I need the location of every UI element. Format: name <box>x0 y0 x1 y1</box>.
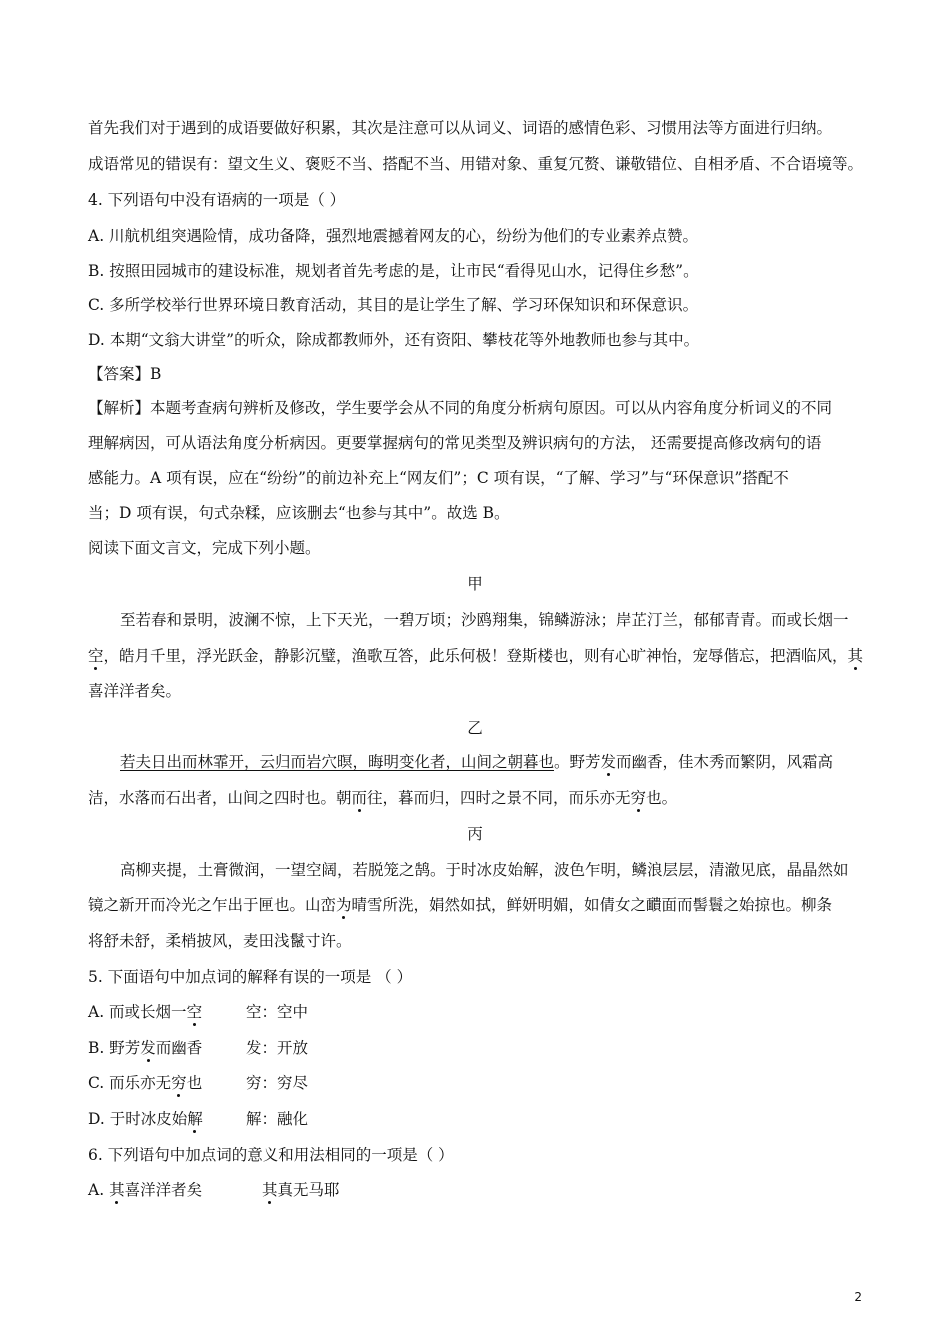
passage-jia-line-1: 至若春和景明，波澜不惊，上下天光，一碧万顷；沙鸥翔集，锦鳞游泳；岸芷汀兰，郁郁青青。而或长烟一 <box>120 611 849 629</box>
option-text: 真无马耶 <box>277 1181 340 1199</box>
q5-option-b <box>88 1036 309 1060</box>
passage-text: 而幽香，佳木秀而繁阴，风霜高 <box>616 753 834 771</box>
dotted-word: 发 <box>140 1039 156 1057</box>
dotted-word: 穷 <box>171 1074 187 1092</box>
q5-option-a <box>88 1000 309 1024</box>
q5-stem: 5. 下面语句中加点词的解释有误的一项是 （ ） <box>88 968 413 986</box>
option-text: B. 野芳 <box>88 1039 141 1057</box>
passage-yi-title: 乙 <box>467 719 483 737</box>
passage-bing-line-1: 高柳夹提，土膏微润，一望空阔，若脱笼之鹄。于时冰皮始解，波色乍明，鳞浪层层，清澈见底，晶晶然如 <box>120 861 849 879</box>
underlined-sentence: 若夫日出而林霏开，云归而岩穴暝，晦明变化者，山间之朝暮也 <box>120 753 555 771</box>
q4-option-a: A. 川航机组突遇险情，成功备降，强烈地震撼着网友的心，纷纷为他们的专业素养点赞。 <box>88 227 699 245</box>
dotted-word: 空 <box>186 1003 203 1021</box>
passage-text: 镜之新开而冷光之乍出于匣也。山峦 <box>88 896 337 914</box>
q4-option-c: C. 多所学校举行世界环境日教育活动，其目的是让学生了解、学习环保知识和环保意识。 <box>88 296 699 314</box>
dotted-word: 解 <box>187 1110 203 1128</box>
dotted-word: 发 <box>600 753 617 771</box>
option-comparison <box>262 1178 340 1202</box>
option-label: A. <box>88 1181 110 1199</box>
passage-text: 晴雪所洗，娟然如拭，鲜妍明媚，如倩女之靧面而髻鬟之始掠也。柳条 <box>351 896 833 914</box>
option-explanation: 穷：穷尽 <box>246 1074 309 1092</box>
q4-answer: 【答案】B <box>88 365 162 383</box>
option-text: 喜洋洋者矣 <box>124 1181 203 1199</box>
reading-intro: 阅读下面文言文，完成下列小题。 <box>88 539 321 557</box>
q5-option-d <box>88 1107 309 1131</box>
passage-jia-line-2 <box>88 644 863 668</box>
passage-jia-line-3: 喜洋洋者矣。 <box>88 682 182 700</box>
dotted-word: 为 <box>336 896 352 914</box>
passage-text: ，皓月千里，浮光跃金，静影沉璧，渔歌互答，此乐何极！登斯楼也，则有心旷神怡，宠辱偕忘，把酒临风， <box>103 647 848 665</box>
passage-jia-title: 甲 <box>467 575 483 593</box>
passage-text: 洁，水落而石出者，山间之四时也。朝 <box>88 789 352 807</box>
option-explanation: 解：融化 <box>246 1110 309 1128</box>
q5-option-c <box>88 1071 309 1095</box>
dotted-word: 其 <box>109 1181 125 1199</box>
dotted-word: 穷 <box>630 789 647 807</box>
dotted-word: 而 <box>351 789 368 807</box>
q4-option-b: B. 按照田园城市的建设标准，规划者首先考虑的是，让市民“看得见山水，记得住乡愁”。 <box>88 262 699 280</box>
option-text: C. 而乐亦无 <box>88 1074 172 1092</box>
q4-analysis-line-2: 理解病因，可从语法角度分析病因。更要掌握病句的常见类型及辨识病句的方法， 还需要提高修改病句的语 <box>88 434 822 452</box>
q4-analysis-line-4: 当；D 项有误，句式杂糅，应该删去“也参与其中”。故选 B。 <box>88 504 510 522</box>
option-text: 而幽香 <box>155 1039 203 1057</box>
q4-stem: 4. 下列语句中没有语病的一项是（ ） <box>88 191 346 209</box>
passage-yi-line-2 <box>88 786 677 810</box>
passage-bing-title: 丙 <box>467 825 483 843</box>
passage-yi-line-1 <box>120 750 833 774</box>
option-text: D. 于时冰皮始 <box>88 1110 188 1128</box>
option-text: 也 <box>186 1074 203 1092</box>
q4-option-d: D. 本期“文翁大讲堂”的听众，除成都教师外，还有资阳、攀枝花等外地教师也参与其中。 <box>88 331 700 349</box>
q4-analysis-line-1: 【解析】本题考查病句辨析及修改，学生要学会从不同的角度分析病句原因。可以从内容角度分析词义的不同 <box>88 399 833 417</box>
dotted-word: 其 <box>847 647 864 665</box>
dotted-word: 其 <box>262 1181 278 1199</box>
q6-option-a <box>88 1178 340 1202</box>
passage-text: 。野芳 <box>554 753 601 771</box>
intro-line-1: 首先我们对于遇到的成语要做好积累，其次是注意可以从词义、词语的感情色彩、习惯用法等方面进行归纳。 <box>88 119 833 137</box>
passage-bing-line-2 <box>88 893 832 917</box>
q4-analysis-line-3: 感能力。A 项有误，应在“纷纷”的前边补充上“网友们”；C 项有误，“了解、学习”与“环保意识”搭配不 <box>88 469 789 487</box>
passage-text: 往，暮而归，四时之景不同，而乐亦无 <box>367 789 631 807</box>
option-text: A. 而或长烟一 <box>88 1003 187 1021</box>
page-number: 2 <box>854 1290 862 1304</box>
q6-stem: 6. 下列语句中加点词的意义和用法相同的一项是（ ） <box>88 1146 454 1164</box>
passage-text: 也。 <box>646 789 678 807</box>
option-explanation: 空：空中 <box>246 1003 309 1021</box>
option-explanation: 发：开放 <box>246 1039 309 1057</box>
passage-bing-line-3: 将舒未舒，柔梢披风，麦田浅鬣寸许。 <box>88 932 352 950</box>
dotted-word: 空 <box>88 647 104 665</box>
intro-line-2: 成语常见的错误有：望文生义、褒贬不当、搭配不当、用错对象、重复冗赘、谦敬错位、自相矛盾、不合语境等。 <box>88 155 864 173</box>
